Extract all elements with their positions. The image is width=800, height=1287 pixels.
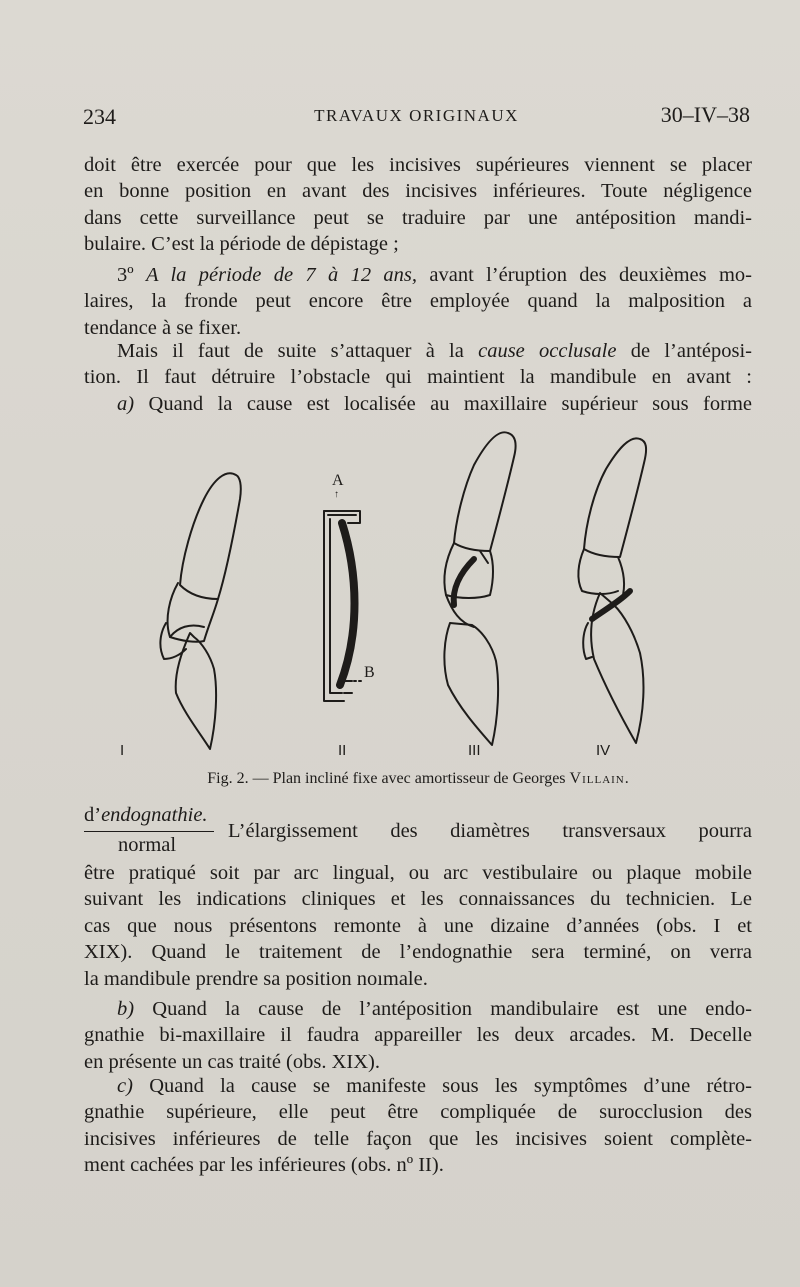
paragraph-4 [84, 860, 752, 992]
paragraph-6 [84, 1073, 752, 1179]
panel-label-i: I [120, 742, 125, 759]
panel-label-iii: III [468, 742, 481, 759]
text-run: d’endognathie. [84, 804, 208, 826]
figure-caption: Fig. 2. — Plan incliné fixe avec amortisseur de Georges Villain. [207, 770, 629, 787]
text-run: Quand la cause est localisée au maxillaire supérieur sous forme [134, 392, 752, 415]
running-title: TRAVAUX ORIGINAUX [314, 106, 519, 125]
panel-i-drawing [160, 473, 240, 749]
fraction-bar [84, 831, 214, 832]
paragraph-1 [84, 152, 752, 258]
text-line [84, 262, 752, 288]
issue-date: 30–IV–38 [660, 102, 750, 127]
text-line: être pratiqué soit par arc lingual, ou arc vestibulaire ou plaque mobile [84, 862, 752, 884]
running-header [83, 100, 750, 130]
text-line: doit être exercée pour que les incisives supérieures viennent se placer [84, 154, 752, 176]
text-line: bulaire. C’est la période de dépistage ; [84, 233, 399, 256]
text-line: la mandibule prendre sa position noımale. [84, 967, 428, 990]
text-line: gnathie supérieure, elle peut être compliquée de surocclusion des [84, 1101, 752, 1124]
text-run: avant l’éruption des deuxièmes mo- [417, 264, 752, 286]
list-number: 3º [117, 264, 146, 286]
text-run: L’élargissement des diamètres transversaux pourra [228, 820, 752, 842]
text-run: Quand la cause de l’antéposition mandibulaire est une endo- [134, 998, 752, 1020]
list-marker: c) [117, 1075, 133, 1097]
italic-word: endognathie. [101, 804, 208, 826]
text-line [84, 391, 752, 417]
text-line: tendance à se fixer. [84, 316, 242, 339]
text-line: ment cachées par les inférieures (obs. nº II). [84, 1154, 444, 1177]
author-name: Villain [569, 770, 625, 787]
endognathie-line [84, 804, 752, 860]
italic-phrase: A la période de 7 à 12 ans, [145, 264, 418, 286]
subscript-word: normal [118, 834, 177, 856]
panel-label-ii: II [338, 742, 347, 759]
panel-iii-drawing [444, 432, 515, 745]
text-line [84, 1073, 752, 1099]
panel-ii-drawing [324, 511, 362, 701]
text-line: tion. Il faut détruire l’obstacle qui maintient la mandibule en avant : [84, 366, 752, 389]
text-line: suivant les indications cliniques et les connaissances du technicien. Le [84, 888, 752, 911]
text-line: en bonne position en avant des incisives inférieures. Toute négligence [84, 180, 752, 203]
panel-iv-drawing [578, 438, 646, 743]
paragraph-2 [84, 262, 752, 341]
text-line [84, 338, 752, 364]
list-marker: a) [117, 392, 135, 415]
paragraph-5 [84, 996, 752, 1075]
page-number: 234 [83, 104, 116, 129]
figure-illustration [120, 423, 690, 763]
text-line: laires, la fronde peut encore être employée quand la malposition a [84, 290, 752, 313]
italic-phrase: cause occlusale [478, 340, 617, 362]
figure-label-a: A [332, 472, 344, 489]
arrow-glyph: ↑ [334, 489, 339, 500]
panel-label-iv: IV [596, 742, 611, 759]
text-run: Quand la cause se manifeste sous les symptômes d’une rétro- [132, 1075, 752, 1097]
text-line: XIX). Quand le traitement de l’endognathie sera terminé, on verra [84, 941, 752, 964]
text-line: incisives inférieures de telle façon que les incisives soient complète- [84, 1127, 752, 1150]
text-line: en présente un cas traité (obs. XIX). [84, 1050, 380, 1073]
paragraph-3 [84, 338, 752, 417]
list-marker: b) [117, 998, 135, 1020]
text-run: de l’antéposi- [616, 340, 753, 362]
text-line: dans cette surveillance peut se traduire par une antéposition mandi- [84, 206, 752, 229]
text-line: cas que nous présentons remonte à une dizaine d’années (obs. I et [84, 914, 752, 937]
text-line: gnathie bi-maxillaire il faudra appareiller les deux arcades. M. Decelle [84, 1024, 752, 1047]
figure-label-b: B [364, 664, 375, 681]
text-line [84, 996, 752, 1022]
text-run: Mais il faut de suite s’attaquer à la [117, 340, 479, 362]
